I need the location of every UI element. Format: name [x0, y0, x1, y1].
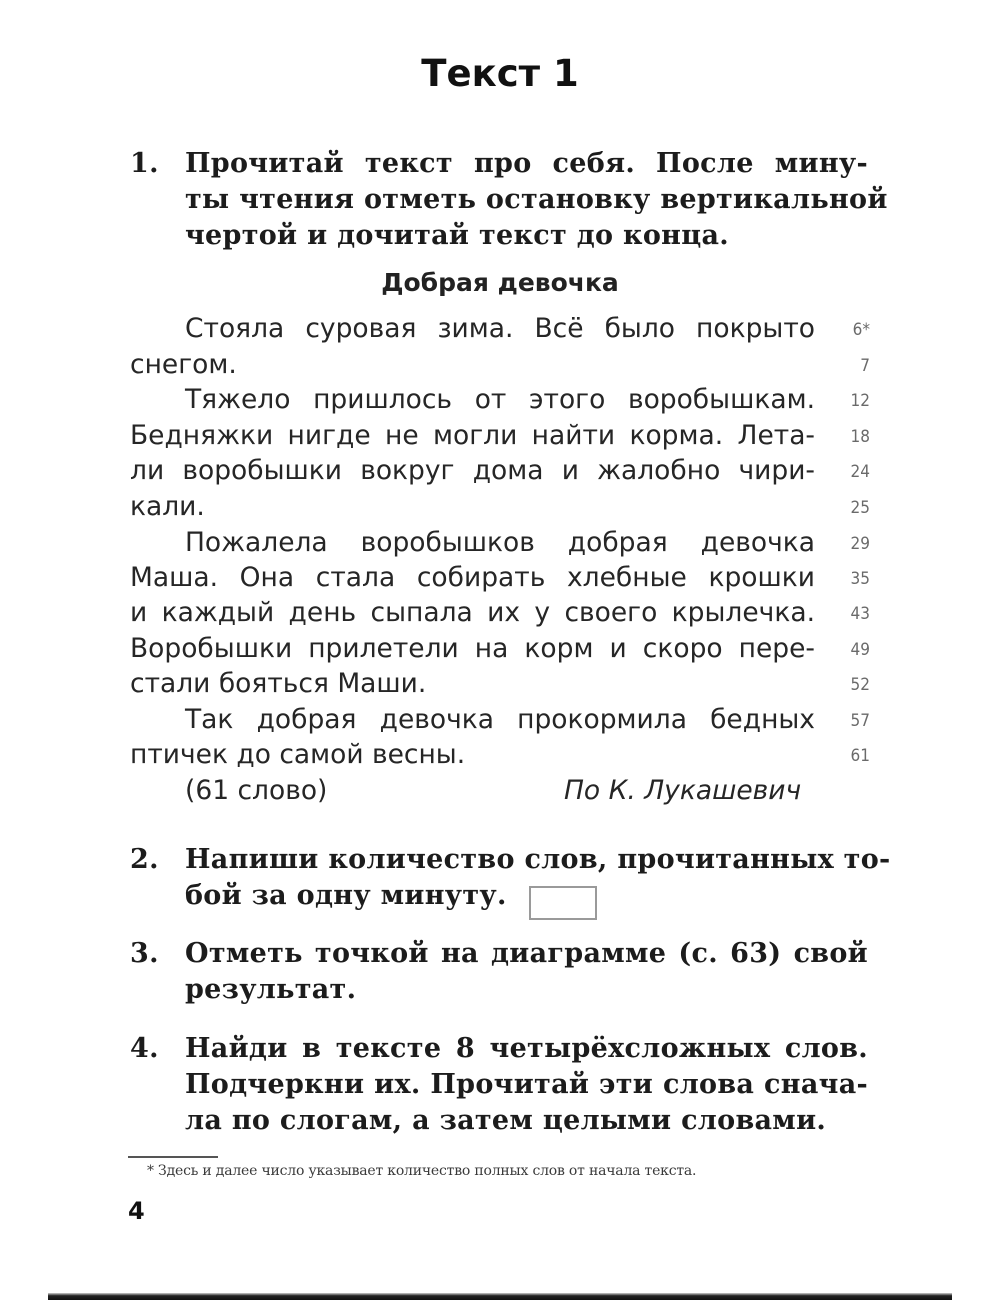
word-count: 49: [850, 640, 870, 660]
word-count: 57: [850, 711, 870, 731]
task-4-number: 4.: [130, 1033, 159, 1064]
task-1-line: Прочитай текст про себя. После мину-: [185, 148, 868, 179]
task-4-line: Подчеркни их. Прочитай эти слова снача-: [185, 1069, 868, 1100]
task-2-line: бой за одну минуту.: [185, 880, 507, 911]
footnote: * Здесь и далее число указывает количество полных слов от начала текста.: [147, 1163, 697, 1179]
story-line: ли воробышки вокруг дома и жалобно чири-: [130, 455, 815, 486]
story-line: и каждый день сыпала их у своего крылечка.: [130, 597, 815, 628]
story-line: птичек до самой весны.: [130, 739, 466, 770]
story-line: стали бояться Маши.: [130, 668, 427, 699]
story-line: кали.: [130, 491, 205, 522]
task-3-number: 3.: [130, 938, 159, 969]
story-title: Добрая девочка: [381, 268, 619, 297]
word-count: 18: [850, 427, 870, 447]
task-4-line: ла по слогам, а затем целыми словами.: [185, 1105, 827, 1136]
task-4-line: Найди в тексте 8 четырёхсложных слов.: [185, 1033, 868, 1064]
story-line: Маша. Она стала собирать хлебные крошки: [130, 562, 815, 593]
task-1-number: 1.: [130, 148, 159, 179]
word-count: 24: [850, 462, 870, 482]
word-count: 52: [850, 675, 870, 695]
task-1-line: ты чтения отметь остановку вертикальной: [185, 184, 888, 215]
footnote-divider: [128, 1156, 218, 1158]
word-count: 6*: [852, 320, 870, 340]
story-line: Бедняжки нигде не могли найти корма. Лета-: [130, 420, 815, 451]
story-line: Так добрая девочка прокормила бедных: [185, 704, 815, 735]
task-3-line: результат.: [185, 974, 357, 1005]
story-line: снегом.: [130, 349, 237, 380]
word-count: 12: [850, 391, 870, 411]
word-count: 29: [850, 534, 870, 554]
page-number: 4: [128, 1197, 145, 1225]
story-line: Стояла суровая зима. Всё было покрыто: [185, 313, 815, 344]
task-1-line: чертой и дочитай текст до конца.: [185, 220, 729, 251]
page-title: Текст 1: [421, 52, 579, 95]
word-count: 43: [850, 604, 870, 624]
task-2-line: Напиши количество слов, прочитанных то-: [185, 844, 891, 875]
story-author: По К. Лукашевич: [564, 775, 802, 806]
story-word-total: (61 слово): [185, 775, 328, 806]
word-count: 61: [850, 746, 870, 766]
task-2-number: 2.: [130, 844, 159, 875]
answer-box[interactable]: [529, 886, 597, 920]
story-line: Тяжело пришлось от этого воробышкам.: [185, 384, 815, 415]
word-count: 25: [850, 498, 870, 518]
task-3-line: Отметь точкой на диаграмме (с. 63) свой: [185, 938, 868, 969]
page-bottom-edge: [48, 1293, 952, 1300]
word-count: 35: [850, 569, 870, 589]
story-line: Пожалела воробышков добрая девочка: [185, 527, 815, 558]
story-line: Воробышки прилетели на корм и скоро пере-: [130, 633, 815, 664]
word-count: 7: [860, 356, 870, 376]
